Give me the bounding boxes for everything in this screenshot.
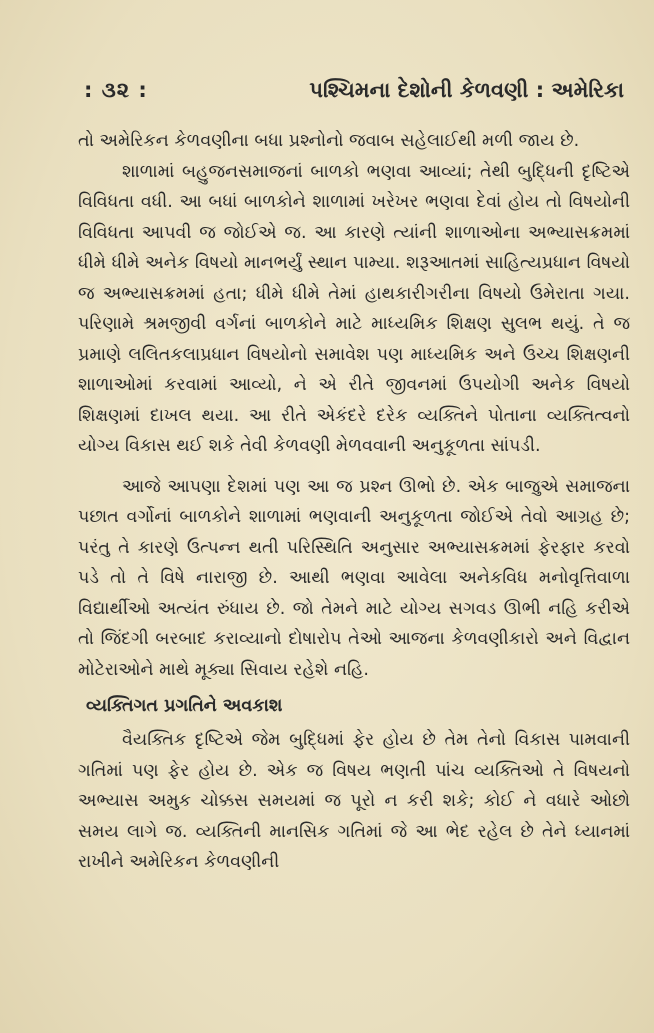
page-number: : ૩૨ :	[84, 78, 148, 102]
paragraph-our-country: આજે આપણા દેશમાં પણ આ જ પ્રશ્ન ઊભો છે. એક બાજુએ સમાજના પછાત વર્ગોનાં બાળકોને શાળામાં ભણવાની અનુકૂળતા જોઈએ તેવો આગ્રહ છે; પરંતુ તે કારણે ઉત્પન્ન થતી પરિસ્થિતિ અનુસાર અભ્યાસક્રમમાં ફેરફાર કરવો પડે તો તે વિષે નારાજી છે. આથી ભણવા આવેલા અનેકવિધ મનોવૃત્તિવાળા વિદ્યાર્થીઓ અત્યંત રુંધાય છે. જો તેમને માટે યોગ્ય સગવડ ઊભી નહિ કરીએ તો જિંદગી બરબાદ કરાવ્યાનો દોષારોપ તેઓ આજના કેળવણીકારો અને વિદ્વાન મોટેરાઓને માથે મૂક્યા સિવાય રહેશે નહિ.	[78, 476, 630, 680]
page-header	[84, 78, 624, 114]
body-text	[78, 126, 630, 878]
paragraph-school-subjects: શાળામાં બહુજનસમાજનાં બાળકો ભણવા આવ્યાં; તેથી બુદ્ધિની દૃષ્ટિએ વિવિધતા વધી. આ બધાં બાળકોને શાળામાં ખરેખર ભણવા દેવાં હોય તો વિષયોની વિવિધતા આપવી જ જોઈએ જ. આ કારણે ત્યાંની શાળાઓના અભ્યાસક્રમમાં ધીમે ધીમે અનેક વિષયો માનભર્યું સ્થાન પામ્યા. શરૂઆતમાં સાહિત્યપ્રધાન વિષયો જ અભ્યાસક્રમમાં હતા; ધીમે ધીમે તેમાં હાથકારીગરીના વિષયો ઉમેરાતા ગયા. પરિણામે શ્રમજીવી વર્ગનાં બાળકોને માટે માધ્યમિક શિક્ષણ સુલભ થયું. તે જ પ્રમાણે લલિતકલાપ્રધાન વિષયોનો સમાવેશ પણ માધ્યમિક અને ઉચ્ચ શિક્ષણની શાળાઓમાં કરવામાં આવ્યો, ને એ રીતે જીવનમાં ઉપયોગી અનેક વિષયો શિક્ષણમાં દાખલ થયા. આ રીતે એકંદરે દરેક વ્યક્તિને પોતાના વ્યક્તિત્વનો યોગ્ય વિકાસ થઈ શકે તેવી કેળવણી મેળવવાની અનુકૂળતા સાંપડી.	[78, 161, 630, 456]
section-heading: વ્યક્તિગત પ્રગતિને અવકાશ	[86, 696, 283, 716]
paragraph-continued: તો અમેરિકન કેળવણીના બધા પ્રશ્નોનો જવાબ સહેલાઈથી મળી જાય છે.	[78, 131, 580, 151]
running-title: પશ્ચિમના દેશોની કેળવણી : અમેરિકા	[309, 78, 624, 102]
paragraph-individual-progress: વૈયક્તિક દૃષ્ટિએ જેમ બુદ્ધિમાં ફેર હોય છે તેમ તેનો વિકાસ પામવાની ગતિમાં પણ ફેર હોય છે. એક જ વિષય ભણતી પાંચ વ્યક્તિઓ તે વિષયનો અભ્યાસ અમુક ચોક્કસ સમયમાં જ પૂરો ન કરી શકે; કોઈ ને વધારે ઓછો સમય લાગે જ. વ્યક્તિની માનસિક ગતિમાં જે આ ભેદ રહેલ છે તેને ધ્યાનમાં રાખીને અમેરિકન કેળવણીની	[78, 730, 630, 872]
